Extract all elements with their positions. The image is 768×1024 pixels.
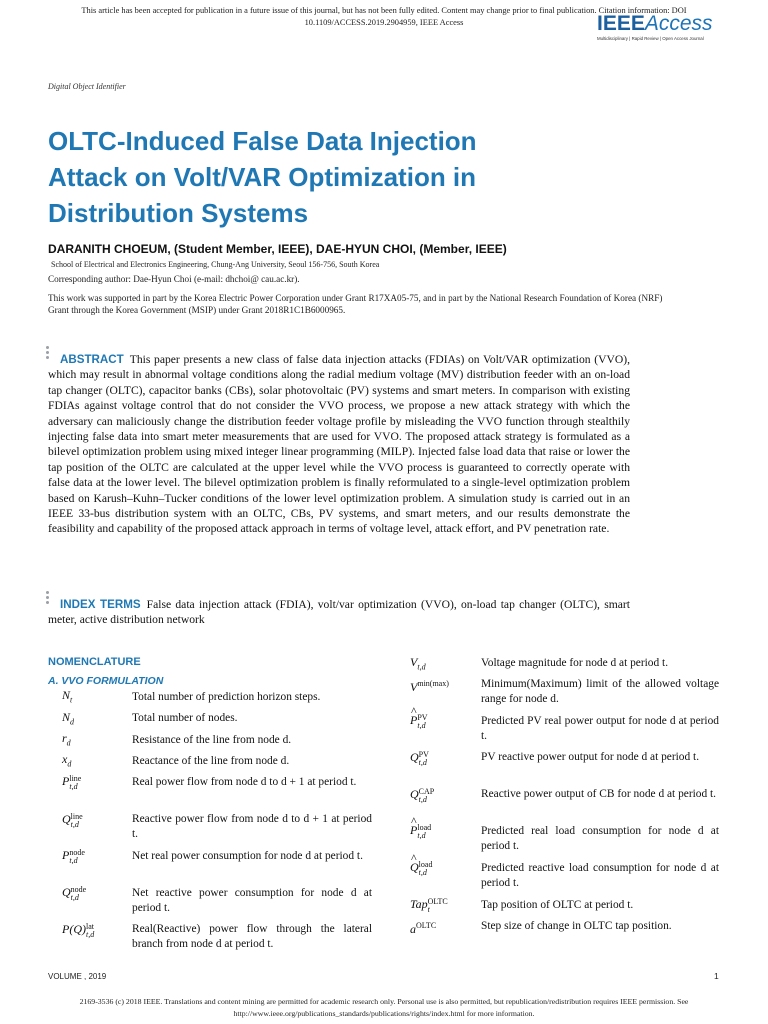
notice-line-1: This article has been accepted for publication in a future issue of this journal, but has not been fully edited. Content may change prior to final publication. Citation information: DOI [81, 6, 687, 15]
symbol: Tap OLTC t [410, 897, 448, 914]
symbol: P(Q) lat t,d [62, 922, 95, 939]
symbol: $x_d$ [62, 752, 72, 769]
symbol-description: Reactive power flow from node d to d + 1 at period t. [132, 813, 372, 841]
symbol: ^ P load t,d [410, 823, 431, 840]
copyright-line-2: http://www.ieee.org/publications_standards/publications/rights/index.html for more information. [233, 1009, 535, 1018]
symbol-description: Total number of nodes. [132, 712, 238, 724]
page-number: 1 [714, 971, 719, 981]
symbol: Q PV t,d [410, 750, 429, 767]
authors: DARANITH CHOEUM, (Student Member, IEEE), DAE-HYUN CHOI, (Member, IEEE) [48, 242, 507, 256]
symbol-description: Tap position of OLTC at period t. [481, 899, 634, 911]
symbol: $r_d$ [62, 731, 71, 748]
abstract-text: This paper presents a new class of false data injection attacks (FDIAs) on Volt/VAR optimization (VVO), which may result in abnormal voltage conditions along the radial medium voltage (MV) distribution feeder with an on-load tap changer (OLTC), capacitor banks (CBs), solar photovoltaic (PV) systems and smart meters. In comparison with existing FDIAs against voltage control that do not consider the VVO process, we propose a new attack strategy with which the adversary can maliciously change the distribution feeder voltage profile by misleading the VVO function through stealthily injecting false data into smart meter measurements that are used for VVO. The proposed attack strategy is formulated as a bilevel optimization problem using mixed integer linear programming (MILP). Injected false load data that raise or lower the tap position of the OLTC are calculated at the upper level while the VVO process is guaranteed to correctly operate with false data at the lower level. The bilevel optimization problem is finally reformulated to a single-level optimization problem based on Karush–Kuhn–Tucker conditions of the lower level optimization problem. A simulation study is carried out in an IEEE 33-bus distribution system with an OLTC, CBs, PV systems, and smart meters, and our results demonstrate the feasibility and capability of the proposed attack approach in terms of voltage level, attack effort, and PV penetration rate. [48, 353, 630, 536]
symbol: $N_t$ [62, 688, 73, 705]
funding-note: This work was supported in part by the Korea Electric Power Corporation under Grant R17XA05-75, and in part by the National Research Foundation of Korea (NRF) Grant through the Korea Government (MSIP) under Grant 2018R1C1B6000965. [48, 293, 663, 315]
symbol-description: Voltage magnitude for node d at period t. [481, 657, 669, 669]
symbol-description: Real(Reactive) power flow through the lateral branch from node d at period t. [132, 923, 372, 951]
logo-tagline: Multidisciplinary | Rapid Review | Open Access Journal [597, 36, 704, 41]
symbol-description: Net real power consumption for node d at period t. [132, 850, 363, 862]
nomenclature-heading: NOMENCLATURE [48, 656, 141, 668]
section-dots-icon [46, 591, 50, 606]
symbol-description: Net reactive power consumption for node d at period t. [132, 887, 372, 915]
symbol: P line t,d [62, 774, 82, 791]
symbol: $N_d$ [62, 710, 75, 727]
nomenclature-subheading: A. VVO FORMULATION [48, 675, 164, 687]
symbol: Q node t,d [62, 885, 87, 902]
logo-italic-text: Access [644, 12, 713, 35]
symbol-description: PV reactive power output for node d at period t. [481, 751, 700, 763]
copyright-notice [20, 996, 748, 1020]
abstract-section [48, 352, 630, 537]
symbol: $V^{min(max)}$ [410, 679, 449, 694]
symbol: Q line t,d [62, 812, 83, 829]
symbol-description: Real power flow from node d to d + 1 at period t. [132, 776, 357, 788]
index-terms-text: False data injection attack (FDIA), volt/var optimization (VVO), on-load tap changer (OLTC), smart meter, active distribution network [48, 598, 631, 627]
index-terms-label: INDEX TERMS [60, 598, 141, 611]
symbol: ^ Q load t,d [410, 860, 432, 877]
paper-title [48, 123, 608, 231]
corresponding-author: Corresponding author: Dae-Hyun Choi (e-mail: dhchoi@ cau.ac.kr). [48, 274, 300, 284]
symbol-description: Minimum(Maximum) limit of the allowed voltage range for node d. [481, 678, 719, 706]
title-line-3: Distribution Systems [48, 198, 309, 228]
doi-label: Digital Object Identifier [48, 82, 126, 91]
ieee-access-logo [597, 13, 717, 41]
affiliation: School of Electrical and Electronics Engineering, Chung-Ang University, Seoul 156-756, South Korea [51, 260, 380, 269]
symbol: P node t,d [62, 848, 85, 865]
symbol-description: Step size of change in OLTC tap position. [481, 920, 672, 932]
notice-line-2: 10.1109/ACCESS.2019.2904959, IEEE Access [304, 18, 464, 27]
symbol-description: Reactance of the line from node d. [132, 755, 290, 767]
logo-bold-text: IEEE [597, 12, 645, 35]
symbol-description: Predicted PV real power output for node d at period t. [481, 715, 719, 743]
abstract-label: ABSTRACT [60, 353, 124, 366]
symbol: $a^{OLTC}$ [410, 921, 437, 936]
symbol: $V_{t,d}$ [410, 655, 426, 672]
title-line-1: OLTC-Induced False Data Injection [48, 126, 477, 156]
symbol-description: Reactive power output of CB for node d at period t. [481, 788, 717, 800]
symbol: ^ P PV t,d [410, 713, 428, 730]
symbol-description: Resistance of the line from node d. [132, 734, 292, 746]
volume-label: VOLUME , 2019 [48, 972, 107, 981]
title-line-2: Attack on Volt/VAR Optimization in [48, 162, 477, 192]
copyright-line-1: 2169-3536 (c) 2018 IEEE. Translations and content mining are permitted for academic research only. Personal use is also permitted, but republication/redistribution requires IEEE permission. See [79, 997, 689, 1006]
index-terms-section [48, 597, 630, 628]
section-dots-icon [46, 346, 50, 361]
symbol-description: Predicted reactive load consumption for node d at period t. [481, 862, 719, 890]
symbol: Q CAP t,d [410, 787, 435, 804]
symbol-description: Predicted real load consumption for node d at period t. [481, 825, 719, 853]
symbol-description: Total number of prediction horizon steps. [132, 691, 321, 703]
